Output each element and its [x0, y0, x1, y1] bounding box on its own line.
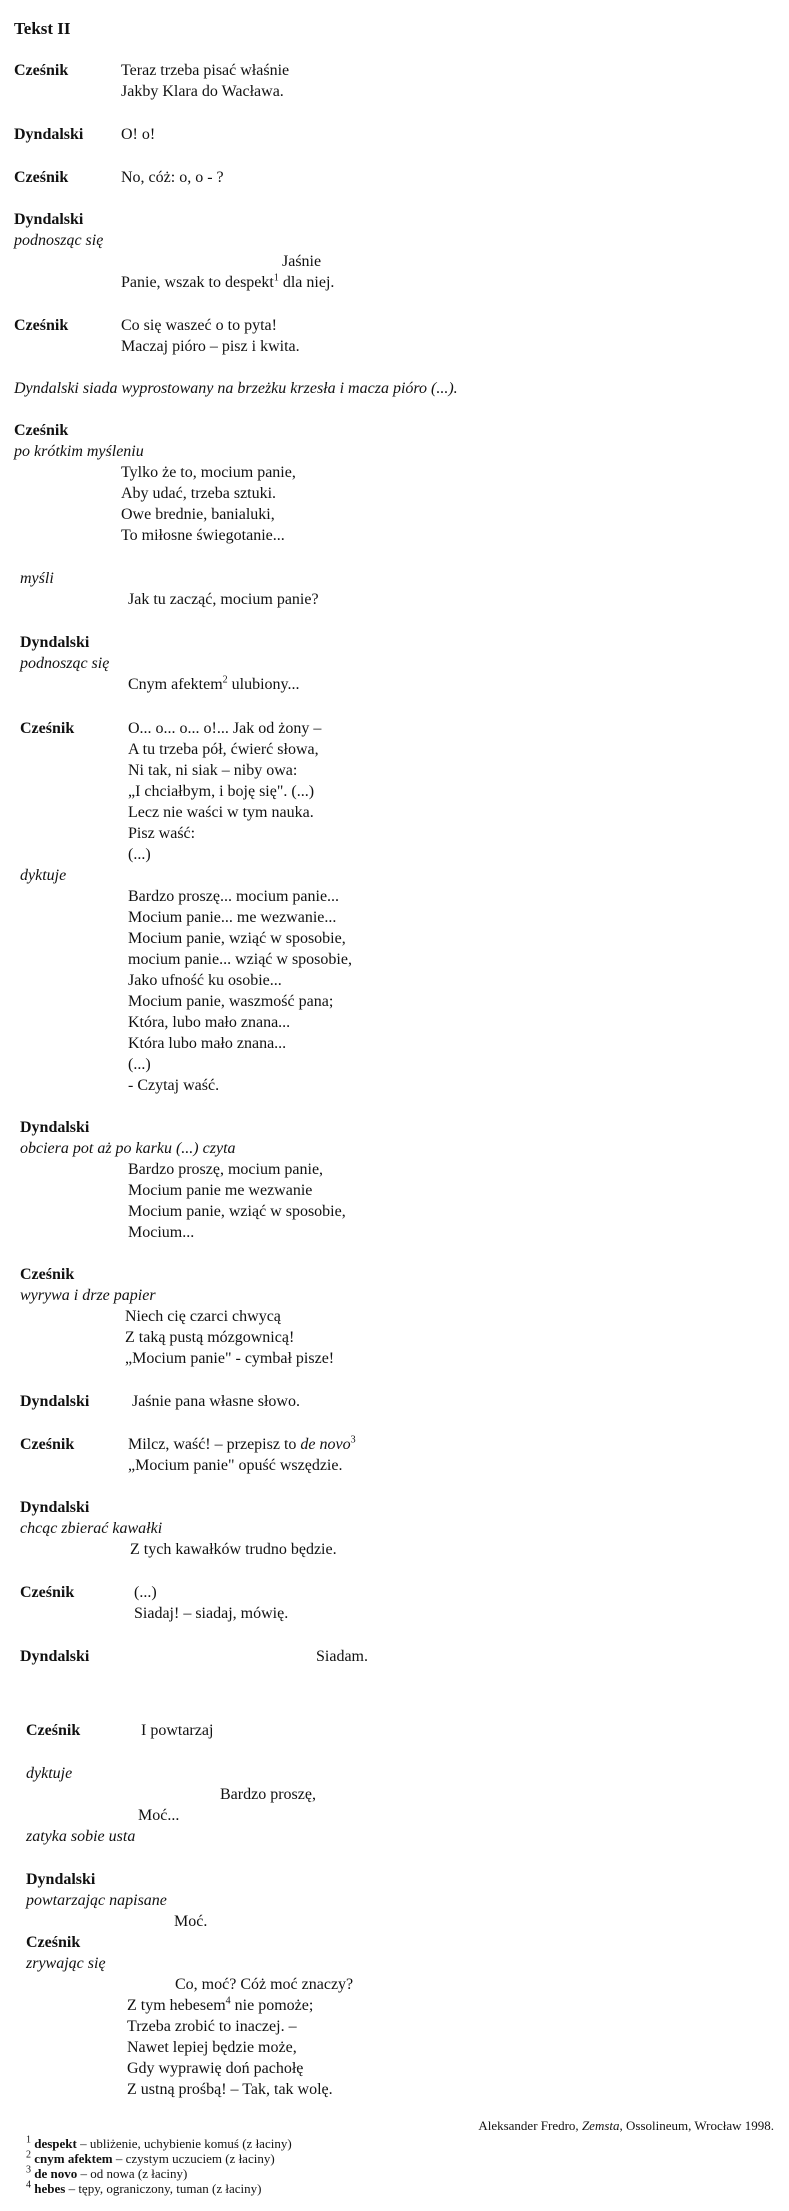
verse-line: Jak tu zacząć, mocium panie? [128, 591, 319, 608]
verse-line: A tu trzeba pół, ćwierć słowa, [128, 741, 319, 758]
speaker-label: Cześnik [14, 62, 69, 79]
verse-line: Z taką pustą mózgownicą! [125, 1329, 295, 1346]
verse-line: Moć... [138, 1807, 180, 1824]
verse-line: „Mocium panie" - cymbał pisze! [125, 1350, 335, 1367]
verse-line: Teraz trzeba pisać właśnie [121, 62, 290, 79]
verse-line: Mocium panie... me wezwanie... [128, 909, 337, 926]
stage-direction: myśli [20, 570, 54, 587]
verse-line: Panie, wszak to despekt$^1$ dla niej. [121, 272, 335, 291]
verse-line: Z tych kawałków trudno będzie. [130, 1541, 337, 1558]
stage-direction: podnosząc się [14, 232, 104, 249]
speaker-label: Cześnik [26, 1722, 81, 1739]
page-title: Tekst II [14, 19, 71, 38]
speaker-label: Cześnik [20, 1584, 75, 1601]
verse-line: Lecz nie waści w tym nauka. [128, 804, 314, 821]
verse-line: Co, moć? Cóż moć znaczy? [175, 1976, 354, 1993]
stage-direction: Dyndalski siada wyprostowany na brzeżku krzesła i macza pióro (...). [14, 380, 458, 397]
speaker-label: Cześnik [14, 317, 69, 334]
verse-line: I powtarzaj [141, 1722, 214, 1739]
footnote-marker: 1 [273, 272, 279, 284]
footnote: $^2$ cnym afektem – czystym uczuciem (z łaciny) [26, 2149, 275, 2166]
verse-line: Która, lubo mało znana... [128, 1014, 291, 1031]
speaker-label: Dyndalski [26, 1871, 96, 1888]
verse-line: (...) [128, 1056, 151, 1073]
footnote: $^1$ despekt – ubliżenie, uchybienie komuś (z łaciny) [26, 2134, 292, 2151]
verse-line: Moć. [174, 1913, 208, 1930]
verse-line: Jaśnie [282, 253, 322, 270]
footnote-marker: 3 [350, 1434, 356, 1446]
verse-line: Bardzo proszę... mocium panie... [128, 888, 340, 905]
source-citation: Aleksander Fredro, Zemsta, Ossolineum, Wrocław 1998. [478, 2118, 774, 2133]
speaker-label: Dyndalski [20, 1393, 90, 1410]
footnote: $^4$ hebes – tępy, ograniczony, tuman (z łaciny) [26, 2179, 262, 2196]
speaker-label: Cześnik [20, 720, 75, 737]
verse-line: Trzeba zrobić to inaczej. – [127, 2018, 297, 2035]
speaker-label: Cześnik [14, 422, 69, 439]
stage-direction: powtarzając napisane [26, 1892, 167, 1909]
verse-line: Ni tak, ni siak – niby owa: [128, 762, 298, 779]
verse-line: Jaśnie pana własne słowo. [132, 1393, 300, 1410]
verse-line: Milcz, waść! – przepisz to de novo$^3$ [128, 1434, 356, 1453]
speaker-label: Dyndalski [20, 1499, 90, 1516]
stage-direction: dyktuje [26, 1765, 73, 1782]
verse-line: Tylko że to, mocium panie, [121, 464, 296, 481]
verse-line: O... o... o... o!... Jak od żony – [128, 720, 322, 737]
verse-line: Która lubo mało znana... [128, 1035, 287, 1052]
verse-line: (...) [128, 846, 151, 863]
verse-line: Jako ufność ku osobie... [128, 972, 282, 989]
speaker-label: Cześnik [26, 1934, 81, 1951]
verse-line: Bardzo proszę, mocium panie, [128, 1161, 324, 1178]
verse-line: Cnym afektem$^2$ ulubiony... [128, 674, 300, 693]
speaker-label: Dyndalski [14, 211, 84, 228]
verse-line: Aby udać, trzeba sztuki. [121, 485, 277, 502]
stage-direction: obciera pot aż po karku (...) czyta [20, 1140, 236, 1157]
verse-line: Z ustną prośbą! – Tak, tak wolę. [127, 2081, 333, 2098]
verse-line: Nawet lepiej będzie może, [127, 2039, 297, 2056]
footnote-marker: 2 [222, 674, 228, 686]
speaker-label: Cześnik [20, 1266, 75, 1283]
speaker-label: Dyndalski [20, 634, 90, 651]
verse-line: Siadam. [316, 1648, 368, 1665]
verse-line: Owe brednie, banialuki, [121, 506, 275, 523]
speaker-label: Dyndalski [14, 126, 84, 143]
verse-line: Mocium panie me wezwanie [128, 1182, 313, 1199]
verse-line: „I chciałbym, i boję się". (...) [128, 783, 315, 800]
verse-line: Pisz waść: [128, 825, 196, 842]
speaker-label: Dyndalski [20, 1119, 90, 1136]
stage-direction: wyrywa i drze papier [20, 1287, 156, 1304]
speaker-label: Cześnik [14, 169, 69, 186]
verse-line: Mocium panie, wziąć w sposobie, [128, 1203, 346, 1220]
verse-line: - Czytaj waść. [128, 1077, 220, 1094]
verse-line: Siadaj! – siadaj, mówię. [134, 1605, 289, 1622]
verse-line: Bardzo proszę, [220, 1786, 316, 1803]
verse-line: Jakby Klara do Wacława. [121, 83, 284, 100]
stage-direction: zatyka sobie usta [26, 1828, 136, 1845]
stage-direction: zrywając się [26, 1955, 106, 1972]
stage-direction: chcąc zbierać kawałki [20, 1520, 163, 1537]
verse-line: Gdy wyprawię doń pachołę [127, 2060, 304, 2077]
speaker-label: Dyndalski [20, 1648, 90, 1665]
verse-line: (...) [134, 1584, 157, 1601]
verse-line: Co się waszeć o to pyta! [121, 317, 277, 334]
verse-line: Mocium... [128, 1224, 195, 1241]
verse-line: To miłosne świegotanie... [121, 527, 285, 544]
verse-line: Mocium panie, waszmość pana; [128, 993, 334, 1010]
verse-line: mocium panie... wziąć w sposobie, [128, 951, 352, 968]
footnote-marker: 4 [225, 1995, 231, 2007]
verse-line: Niech cię czarci chwycą [125, 1308, 281, 1325]
stage-direction: dyktuje [20, 867, 67, 884]
verse-line: „Mocium panie" opuść wszędzie. [128, 1457, 343, 1474]
verse-line: No, cóż: o, o - ? [121, 169, 224, 186]
speaker-label: Cześnik [20, 1436, 75, 1453]
verse-line: O! o! [121, 126, 156, 143]
verse-line: Mocium panie, wziąć w sposobie, [128, 930, 346, 947]
footnote: $^3$ de novo – od nowa (z łaciny) [26, 2164, 188, 2181]
stage-direction: po krótkim myśleniu [14, 443, 144, 460]
stage-direction: podnosząc się [20, 655, 110, 672]
verse-line: Maczaj pióro – pisz i kwita. [121, 338, 300, 355]
verse-line: Z tym hebesem$^4$ nie pomoże; [127, 1995, 314, 2014]
